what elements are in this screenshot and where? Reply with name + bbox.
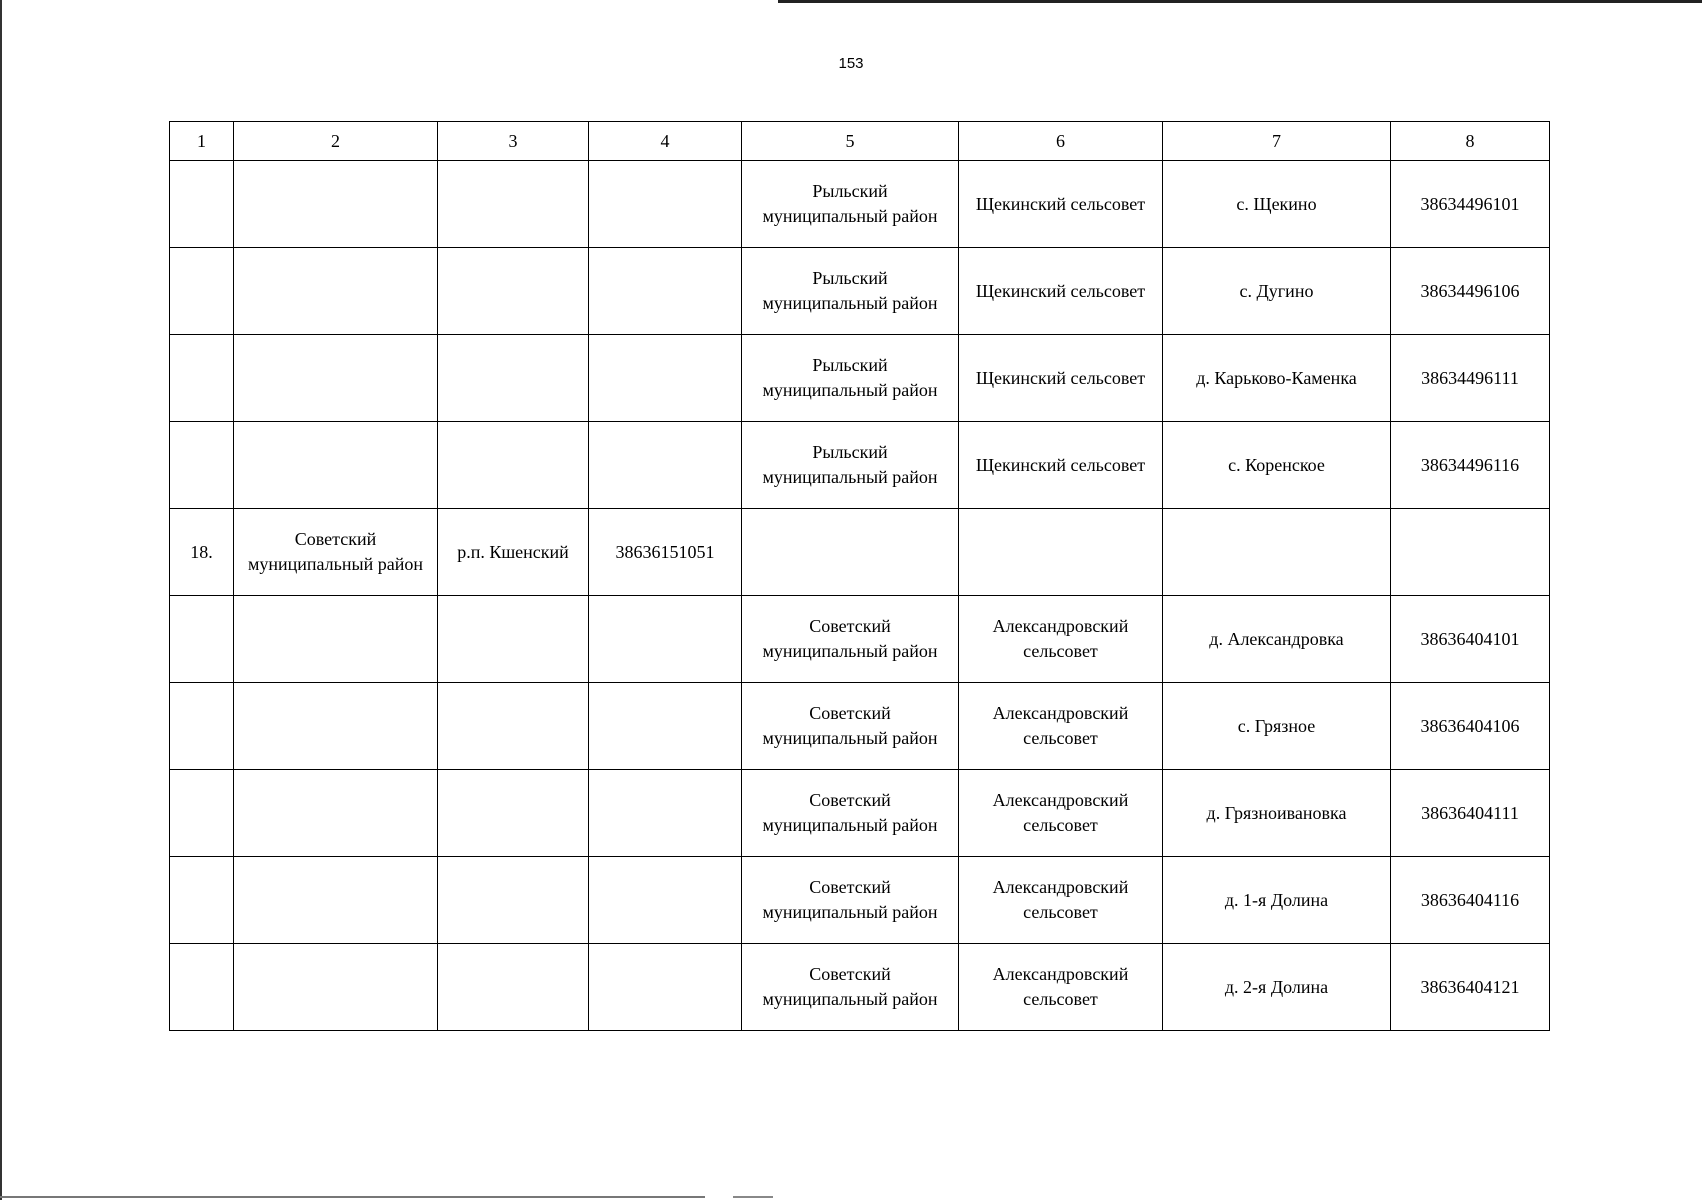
selsovet-cell: Щекинский сельсовет <box>959 161 1163 248</box>
municipal-district-cell: Рыльский муниципальный район <box>742 335 959 422</box>
settlement-cell: д. Карьково-Каменка <box>1163 335 1391 422</box>
column-number-cell: 4 <box>589 122 742 161</box>
center-oktmo-cell <box>589 248 742 335</box>
selsovet-cell: Александровский сельсовет <box>959 944 1163 1031</box>
center-oktmo-cell: 38636151051 <box>589 509 742 596</box>
row-number-cell <box>170 335 234 422</box>
oktmo-code-cell: 38636404101 <box>1391 596 1550 683</box>
selsovet-cell: Александровский сельсовет <box>959 683 1163 770</box>
municipal-district-cell: Рыльский муниципальный район <box>742 161 959 248</box>
center-settlement-cell <box>438 857 589 944</box>
table-row <box>170 422 1550 509</box>
district-cell <box>234 161 438 248</box>
center-oktmo-cell <box>589 857 742 944</box>
selsovet-cell: Щекинский сельсовет <box>959 422 1163 509</box>
page-number: 153 <box>838 55 864 72</box>
settlement-cell: с. Щекино <box>1163 161 1391 248</box>
municipal-district-cell: Советский муниципальный район <box>742 944 959 1031</box>
district-cell <box>234 683 438 770</box>
center-oktmo-cell <box>589 683 742 770</box>
column-number-cell: 6 <box>959 122 1163 161</box>
oktmo-code-cell: 38636404111 <box>1391 770 1550 857</box>
table-row <box>170 857 1550 944</box>
district-cell <box>234 857 438 944</box>
scan-edge-bottom <box>0 1196 705 1198</box>
column-number-cell: 2 <box>234 122 438 161</box>
center-oktmo-cell <box>589 944 742 1031</box>
selsovet-cell: Щекинский сельсовет <box>959 248 1163 335</box>
district-cell <box>234 248 438 335</box>
oktmo-code-cell: 38634496106 <box>1391 248 1550 335</box>
row-number-cell: 18. <box>170 509 234 596</box>
row-number-cell <box>170 161 234 248</box>
row-number-cell <box>170 683 234 770</box>
row-number-cell <box>170 248 234 335</box>
settlement-cell: д. 1-я Долина <box>1163 857 1391 944</box>
oktmo-code-cell: 38636404121 <box>1391 944 1550 1031</box>
table-row <box>170 509 1550 596</box>
settlement-cell: д. 2-я Долина <box>1163 944 1391 1031</box>
column-number-cell: 1 <box>170 122 234 161</box>
settlement-cell: с. Грязное <box>1163 683 1391 770</box>
table-row <box>170 596 1550 683</box>
settlement-cell: д. Александровка <box>1163 596 1391 683</box>
center-settlement-cell <box>438 422 589 509</box>
table-row <box>170 161 1550 248</box>
table-row <box>170 683 1550 770</box>
oktmo-code-cell: 38634496111 <box>1391 335 1550 422</box>
selsovet-cell: Александровский сельсовет <box>959 770 1163 857</box>
column-number-cell: 7 <box>1163 122 1391 161</box>
district-cell <box>234 422 438 509</box>
scan-edge-top <box>778 0 1702 3</box>
municipal-district-cell <box>742 509 959 596</box>
center-settlement-cell <box>438 683 589 770</box>
row-number-cell <box>170 857 234 944</box>
oktmo-code-cell <box>1391 509 1550 596</box>
center-oktmo-cell <box>589 770 742 857</box>
center-oktmo-cell <box>589 335 742 422</box>
center-settlement-cell <box>438 944 589 1031</box>
center-settlement-cell <box>438 161 589 248</box>
selsovet-cell: Александровский сельсовет <box>959 857 1163 944</box>
oktmo-code-cell: 38636404116 <box>1391 857 1550 944</box>
settlement-cell: д. Грязноивановка <box>1163 770 1391 857</box>
table-row <box>170 335 1550 422</box>
district-cell: Советский муниципальный район <box>234 509 438 596</box>
center-settlement-cell: р.п. Кшенский <box>438 509 589 596</box>
scan-edge-left <box>0 0 2 1200</box>
column-number-cell: 3 <box>438 122 589 161</box>
center-settlement-cell <box>438 335 589 422</box>
center-settlement-cell <box>438 596 589 683</box>
oktmo-code-cell: 38634496101 <box>1391 161 1550 248</box>
row-number-cell <box>170 770 234 857</box>
settlement-cell: с. Дугино <box>1163 248 1391 335</box>
center-oktmo-cell <box>589 161 742 248</box>
selsovet-cell <box>959 509 1163 596</box>
row-number-cell <box>170 422 234 509</box>
center-oktmo-cell <box>589 422 742 509</box>
settlement-cell <box>1163 509 1391 596</box>
municipal-district-cell: Советский муниципальный район <box>742 857 959 944</box>
oktmo-code-cell: 38634496116 <box>1391 422 1550 509</box>
selsovet-cell: Щекинский сельсовет <box>959 335 1163 422</box>
column-number-cell: 8 <box>1391 122 1550 161</box>
oktmo-code-cell: 38636404106 <box>1391 683 1550 770</box>
table-row <box>170 770 1550 857</box>
selsovet-cell: Александровский сельсовет <box>959 596 1163 683</box>
center-settlement-cell <box>438 770 589 857</box>
column-number-cell: 5 <box>742 122 959 161</box>
municipal-district-cell: Советский муниципальный район <box>742 596 959 683</box>
column-number-row <box>170 122 1550 161</box>
center-settlement-cell <box>438 248 589 335</box>
district-cell <box>234 596 438 683</box>
table-row <box>170 944 1550 1031</box>
municipal-district-cell: Рыльский муниципальный район <box>742 422 959 509</box>
settlements-table <box>169 121 1550 1031</box>
municipal-district-cell: Советский муниципальный район <box>742 770 959 857</box>
scan-edge-bottom-fragment <box>733 1196 773 1198</box>
center-oktmo-cell <box>589 596 742 683</box>
municipal-district-cell: Советский муниципальный район <box>742 683 959 770</box>
settlement-cell: с. Коренское <box>1163 422 1391 509</box>
district-cell <box>234 944 438 1031</box>
row-number-cell <box>170 596 234 683</box>
district-cell <box>234 335 438 422</box>
district-cell <box>234 770 438 857</box>
municipal-district-cell: Рыльский муниципальный район <box>742 248 959 335</box>
table-row <box>170 248 1550 335</box>
row-number-cell <box>170 944 234 1031</box>
